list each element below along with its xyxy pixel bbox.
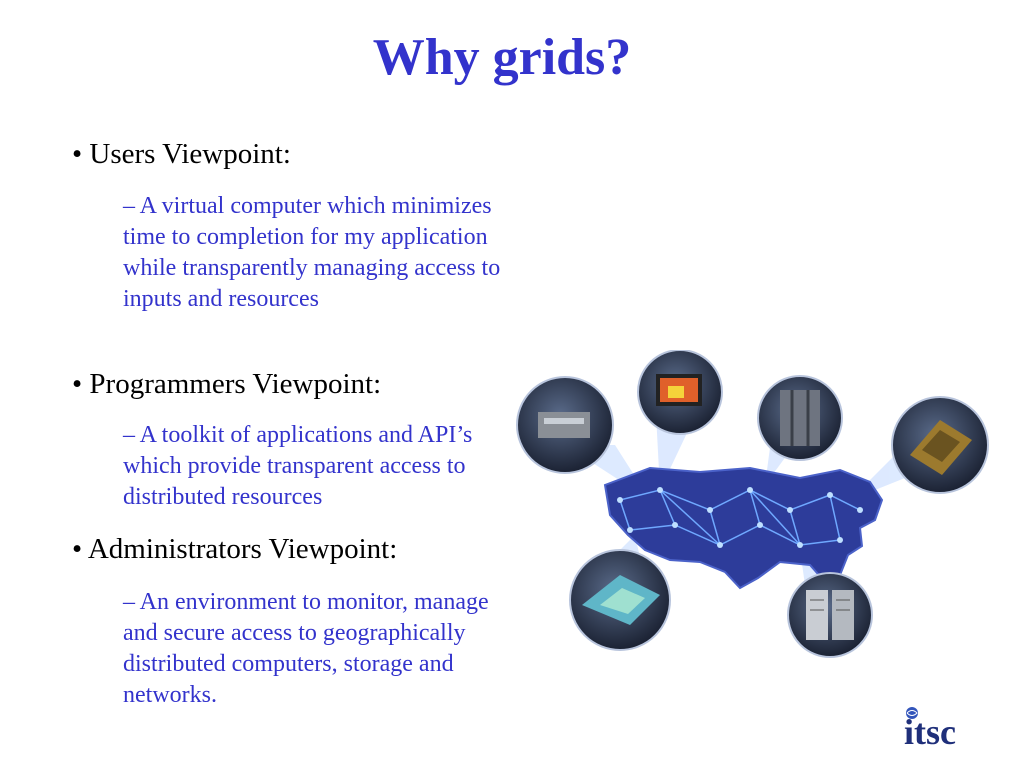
itsc-logo <box>900 700 1000 752</box>
bullet-heading: Administrators Viewpoint: <box>87 533 398 565</box>
server-rack-resource-icon <box>758 376 842 460</box>
users-viewpoint-detail: – A virtual computer which minimizes time to completion for my application while transparently managing access to inputs and resources <box>123 193 501 312</box>
administrators-viewpoint-detail: – An environment to monitor, manage and secure access to geographically distributed computers, storage and networks. <box>123 589 489 708</box>
us-grid-network-map-icon <box>510 350 1000 660</box>
storage-server-resource-icon <box>788 573 872 657</box>
bullet-marker: • <box>72 368 83 400</box>
logo-text: itsc <box>904 712 956 752</box>
bullet-heading: Programmers Viewpoint: <box>89 368 382 400</box>
bullet-heading: Users Viewpoint: <box>89 138 291 170</box>
bullet-marker: • <box>72 138 83 170</box>
programmers-viewpoint-detail: – A toolkit of applications and API’s which provide transparent access to distributed resources <box>123 422 473 510</box>
terrain-visualization-resource-icon <box>570 550 670 650</box>
bullet-marker: • <box>72 533 83 565</box>
bullet-administrators-viewpoint <box>72 533 397 566</box>
workstation-resource-icon <box>638 350 722 434</box>
building-resource-icon <box>517 377 613 473</box>
bullet-users-viewpoint <box>72 138 291 171</box>
slide-title: Why grids? <box>372 29 632 86</box>
satellite-resource-icon <box>892 397 988 493</box>
bullet-programmers-viewpoint <box>72 368 381 401</box>
